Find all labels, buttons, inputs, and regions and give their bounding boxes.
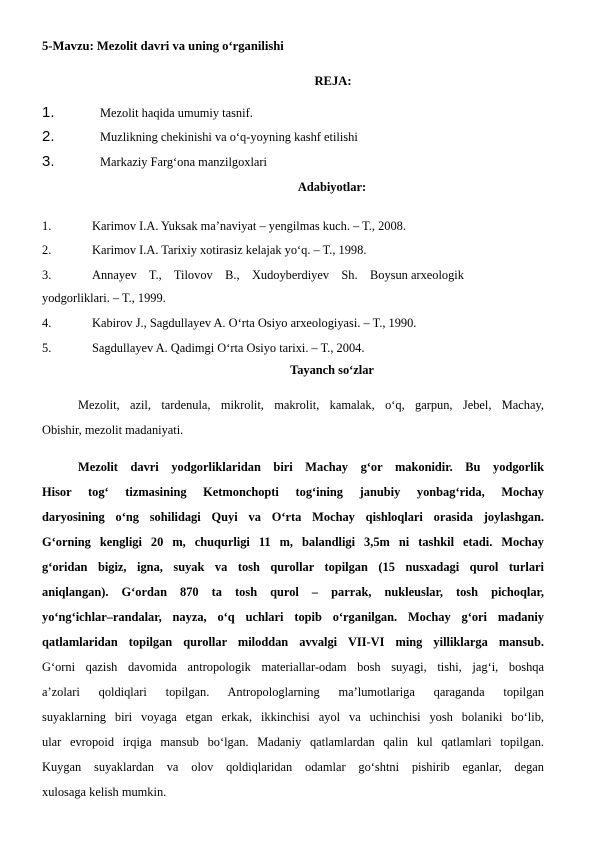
literature-text: Annayev T., Tilovov B., Xudoyberdiyev Sh. Boysun arxeologik [92, 268, 464, 282]
plan-item-text: Mezolit haqida umumiy tasnif. [100, 106, 253, 120]
plan-heading: REJA: [314, 74, 352, 88]
plan-item-number: 2. [42, 128, 55, 145]
document-title: 5-Mavzu: Mezolit davri va uning o‘rganilishi [42, 39, 284, 53]
keywords-heading: Tayanch so‘zlar [290, 363, 374, 377]
literature-number: 5. [42, 341, 52, 355]
body-bold-line: G‘orning kengligi 20 m, chuqurligi 11 m, balandligi 3,5m ni tashkil etadi. Mochay [42, 535, 544, 549]
body-line: xulosaga kelish mumkin. [42, 785, 167, 799]
keywords-line: Mezolit, azil, tardenula, mikrolit, makrolit, kamalak, o‘q, garpun, Jebel, Machay, [78, 398, 544, 412]
literature-text: Karimov I.A. Yuksak ma’naviyat – yengilmas kuch. – T., 2008. [92, 219, 406, 233]
body-line: Kuygan suyaklardan va olov qoldiqlaridan odamlar go‘shtni pishirib eganlar, degan [42, 760, 544, 774]
literature-heading: Adabiyotlar: [297, 180, 367, 194]
plan-item-number: 1. [42, 104, 55, 121]
body-line: ular evropoid irqiga mansub bo‘lgan. Madaniy qatlamlardan qalin kul qatlamlari topilgan. [42, 735, 544, 749]
plan-item-number: 3. [42, 153, 55, 170]
body-bold-line: qatlamlaridan topilgan qurollar miloddan avvalgi VII-VI ming yilliklarga mansub. [42, 635, 544, 649]
body-bold-line: yo‘ng‘ichlar–randalar, nayza, o‘q uchlari topib o‘rganilgan. Mochay g‘ori madaniy [42, 610, 544, 624]
keywords-line: Obishir, mezolit madaniyati. [42, 423, 184, 437]
body-line: suyaklarning biri voyaga etgan erkak, ikkinchisi ayol va uchinchisi yosh bolaniki bo‘lib, [42, 710, 544, 724]
plan-item-text: Markaziy Farg‘ona manzilgoxlari [100, 155, 267, 169]
literature-continuation: yodgorliklari. – T., 1999. [42, 291, 166, 305]
literature-text: Sagdullayev A. Qadimgi O‘rta Osiyo tarixi. – T., 2004. [92, 341, 365, 355]
plan-item-text: Muzlikning chekinishi va o‘q-yoyning kashf etilishi [100, 130, 358, 144]
literature-text: Karimov I.A. Tarixiy xotirasiz kelajak yo‘q. – T., 1998. [92, 243, 367, 257]
literature-number: 2. [42, 243, 52, 257]
body-bold-line: Hisor tog‘ tizmasining Ketmonchopti tog‘ining janubiy yonbag‘rida, Mochay [42, 485, 544, 499]
body-bold-line: g‘oridan bigiz, igna, suyak va tosh qurollar topilgan (15 nusxadagi qurol turlari [42, 560, 544, 574]
literature-text: Kabirov J., Sagdullayev A. O‘rta Osiyo arxeologiyasi. – T., 1990. [92, 316, 417, 330]
body-line: a’zolari qoldiqlari topilgan. Antropologlarning ma’lumotlariga qaraganda topilgan [42, 685, 544, 699]
body-bold-line: Mezolit davri yodgorliklaridan biri Machay g‘or makonidir. Bu yodgorlik [78, 460, 544, 474]
body-bold-line: daryosining o‘ng sohilidagi Quyi va O‘rta Mochay qishloqlari orasida joylashgan. [42, 510, 544, 524]
literature-number: 1. [42, 219, 52, 233]
literature-number: 3. [42, 268, 52, 282]
body-line: G‘orni qazish davomida antropologik materiallar-odam bosh suyagi, tishi, jag‘i, boshqa [42, 660, 544, 674]
literature-number: 4. [42, 316, 52, 330]
body-bold-line: aniqlangan). G‘ordan 870 ta tosh qurol – parrak, nukleuslar, tosh pichoqlar, [42, 585, 544, 599]
